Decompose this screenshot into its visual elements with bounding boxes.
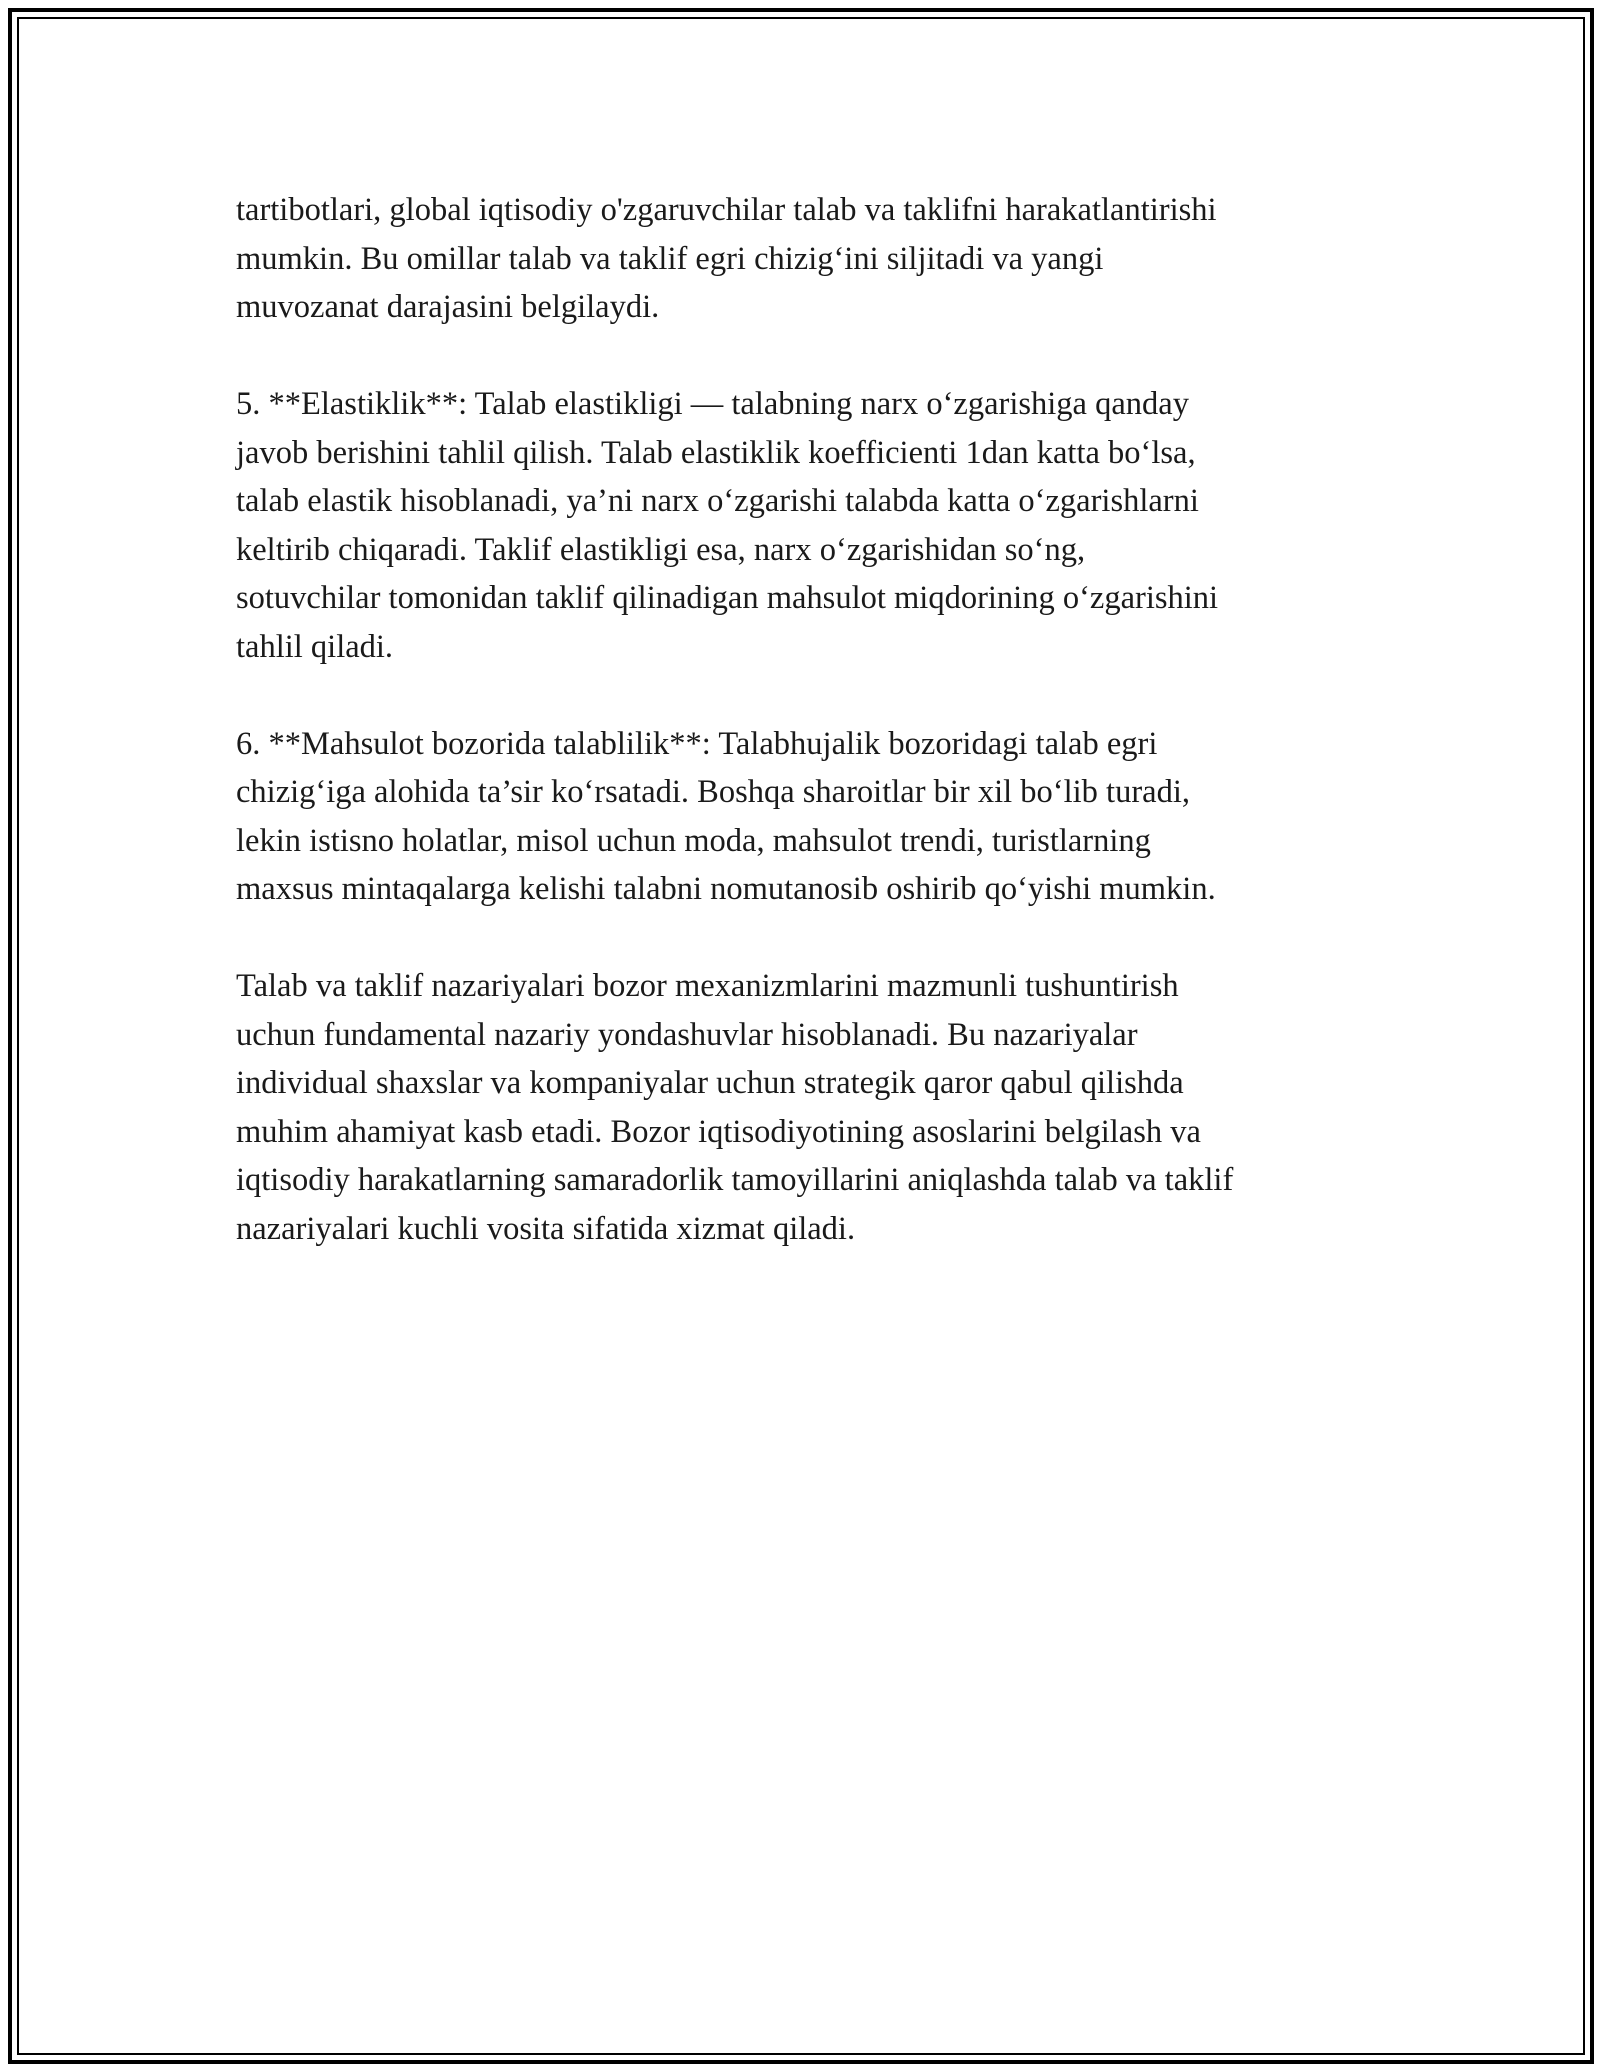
paragraph-elasticity: 5. **Elastiklik**: Talab elastikligi — talabning narx o‘zgarishiga qanday javob berishini tahlil qilish. Talab elastiklik koefficienti 1dan katta bo‘lsa, talab elastik hisoblanadi, ya’ni narx o‘zgarishi talabda katta o‘zgarishlarni keltirib chiqaradi. Taklif elastikligi esa, narx o‘zgarishidan so‘ng, sotuvchilar tomonidan taklif qilinadigan mahsulot miqdorining o‘zgarishini tahlil qiladi. (236, 386, 1219, 665)
paragraph-conclusion: Talab va taklif nazariyalari bozor mexanizmlarini mazmunli tushuntirish uchun fundamental nazariy yondashuvlar hisoblanadi. Bu nazariyalar individual shaxslar va kompaniyalar uchun strategik qaror qabul qilishda muhim ahamiyat kasb etadi. Bozor iqtisodiyotining asoslarini belgilash va iqtisodiy harakatlarning samaradorlik tamoyillarini aniqlashda talab va taklif nazariyalari kuchli vosita sifatida xizmat qiladi. (236, 968, 1234, 1247)
paragraph-product-market-demand: 6. **Mahsulot bozorida talablilik**: Talabhujalik bozoridagi talab egri chizig‘iga alohida ta’sir ko‘rsatadi. Boshqa sharoitlar bir xil bo‘lib turadi, lekin istisno holatlar, misol uchun moda, mahsulot trendi, turistlarning maxsus mintaqalarga kelishi talabni nomutanosib oshirib qo‘yishi mumkin. (236, 725, 1216, 907)
paragraph-intro-continuation: tartibotlari, global iqtisodiy o'zgaruvchilar talab va taklifni harakatlantirishi mumkin. Bu omillar talab va taklif egri chizig‘ini siljitadi va yangi muvozanat darajasini belgilaydi. (236, 192, 1217, 325)
document-body (236, 186, 1386, 1302)
